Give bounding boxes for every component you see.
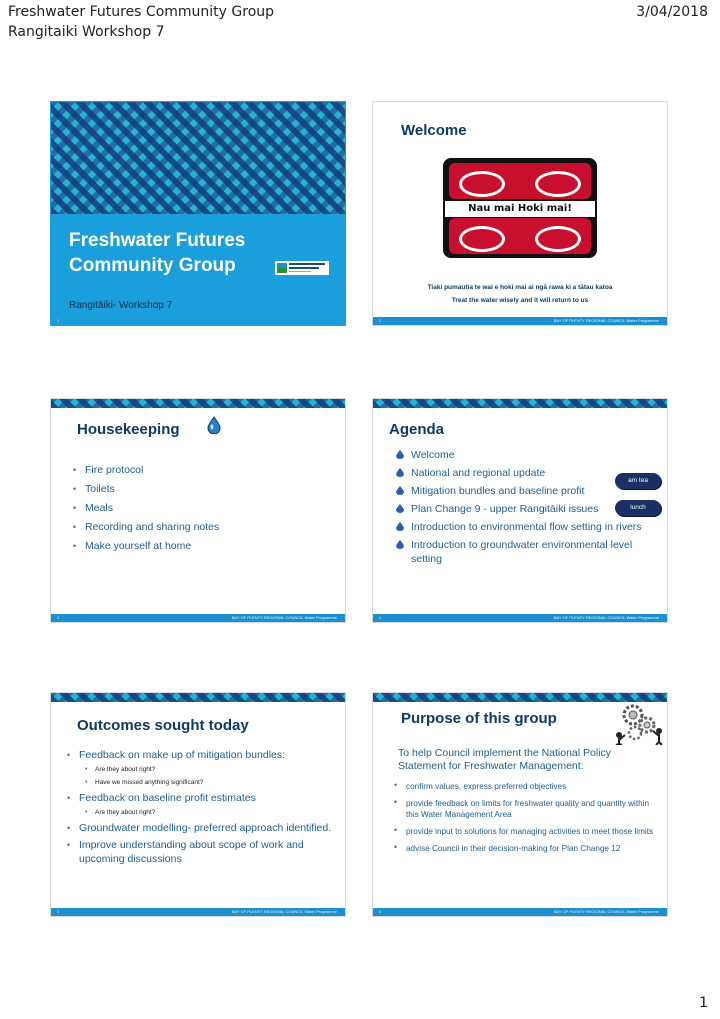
slide-2-footer (373, 317, 667, 325)
list-item: • Toilets (71, 482, 331, 496)
slide-agenda (372, 398, 668, 623)
slide-5-title: Outcomes sought today (77, 717, 249, 734)
list-item: • Improve understanding about scope of work and upcoming discussions (65, 838, 335, 866)
footer-text: BAY OF PLENTY REGIONAL COUNCIL Water Programme (553, 318, 659, 323)
weave-banner (51, 102, 345, 214)
boprc-logo (275, 261, 329, 275)
footer-text: BAY OF PLENTY REGIONAL COUNCIL Water Programme (553, 909, 659, 914)
drop-bullet-icon (396, 468, 404, 477)
drop-bullet-icon (396, 450, 404, 459)
list-item: • Recording and sharing notes (71, 520, 331, 534)
list-item: • Groundwater modelling- preferred approach identified. (65, 821, 335, 835)
maori-proverb: Tiaki pumautia te wai e hoki mai ai ngā rawa ki a tātau katoa (427, 284, 613, 291)
agenda-item (395, 502, 645, 516)
slide-3-number: 3 (57, 615, 60, 620)
agenda-item-label: Plan Change 9 - upper Rangitāiki issues (411, 503, 599, 515)
header-org: Freshwater Futures Community Group (8, 4, 275, 20)
list-item: • Make yourself at home (71, 539, 331, 553)
slide-4-number: 4 (379, 615, 382, 620)
weave-strip (51, 399, 345, 408)
welcome-greeting: Nau mai Hoki mai! (445, 201, 595, 217)
list-item: • confirm values, express preferred objectives (392, 781, 662, 792)
slide-outcomes (50, 692, 346, 917)
drop-bullet-icon (396, 486, 404, 495)
slide-4-footer (373, 614, 667, 622)
agenda-item (395, 448, 645, 462)
lunch-badge: lunch (615, 500, 661, 516)
agenda-item (395, 484, 645, 498)
agenda-item (395, 520, 645, 534)
weave-strip (51, 693, 345, 702)
slide-2-number: 2 (379, 318, 382, 323)
agenda-list (395, 448, 645, 570)
slide-4-title: Agenda (389, 421, 445, 438)
footer-text: BAY OF PLENTY REGIONAL COUNCIL Water Programme (231, 909, 337, 914)
outcomes-list (65, 748, 335, 869)
slide-1-title: Freshwater Futures Community Group (69, 230, 246, 276)
slide-6-title: Purpose of this group (401, 710, 557, 727)
agenda-item-label: Welcome (411, 449, 455, 461)
slide-1-footer (51, 317, 345, 325)
agenda-item-label: Mitigation bundles and baseline profit (411, 485, 585, 497)
list-item: • Meals (71, 501, 331, 515)
list-item: • advise Council in their decision-making for Plan Change 12 (392, 843, 662, 854)
footer-text: BAY OF PLENTY REGIONAL COUNCIL Water Programme (231, 615, 337, 620)
agenda-item (395, 466, 645, 480)
slide-welcome (372, 101, 668, 326)
housekeeping-list (71, 463, 331, 558)
gears-people-icon (613, 701, 665, 745)
slide-purpose (372, 692, 668, 917)
drop-bullet-icon (396, 504, 404, 513)
list-item: • Fire protocol (71, 463, 331, 477)
agenda-item-label: Introduction to environmental flow setting in rivers (411, 521, 642, 533)
list-item: • provide input to solutions for managing activities to meet those limits (392, 826, 662, 837)
am-tea-badge: am tea (615, 473, 661, 489)
agenda-item-label: National and regional update (411, 467, 546, 479)
slide-5-number: 5 (57, 909, 60, 914)
header-workshop: Rangitaiki Workshop 7 (8, 24, 165, 40)
list-item: • Feedback on baseline profit estimates (65, 791, 335, 805)
slide-5-footer (51, 908, 345, 916)
drop-bullet-icon (396, 540, 404, 549)
header-date: 3/04/2018 (636, 4, 708, 20)
slide-3-title: Housekeeping (77, 421, 180, 438)
english-proverb: Treat the water wisely and it will return to us (451, 297, 589, 304)
water-drop-icon (207, 416, 221, 434)
slide-6-footer (373, 908, 667, 916)
agenda-item-label: Introduction to groundwater environmental level setting (411, 539, 633, 565)
slide-2-title: Welcome (401, 122, 467, 139)
slide-6-number: 6 (379, 909, 382, 914)
page-number: 1 (699, 995, 708, 1011)
slide-title (50, 101, 346, 326)
footer-text: BAY OF PLENTY REGIONAL COUNCIL Water Programme (553, 615, 659, 620)
weave-strip (373, 399, 667, 408)
agenda-item (395, 538, 645, 566)
list-item: • Feedback on make up of mitigation bundles: (65, 748, 335, 762)
slide-3-footer (51, 614, 345, 622)
slide-1-subtitle: Rangitāiki- Workshop 7 (69, 300, 173, 311)
list-subitem: • Are they about right? (65, 765, 335, 775)
kowhaiwhai-image (443, 158, 597, 258)
list-item: • provide feedback on limits for freshwater quality and quantity within this Water Management Area (392, 798, 662, 820)
purpose-intro: To help Council implement the National Policy Statement for Freshwater Management: (398, 747, 612, 772)
purpose-list (392, 781, 662, 860)
slide-housekeeping (50, 398, 346, 623)
slide-1-number: 1 (57, 318, 60, 323)
list-subitem: • Are they about right? (65, 808, 335, 818)
drop-bullet-icon (396, 522, 404, 531)
list-subitem: • Have we missed anything significant? (65, 778, 335, 788)
